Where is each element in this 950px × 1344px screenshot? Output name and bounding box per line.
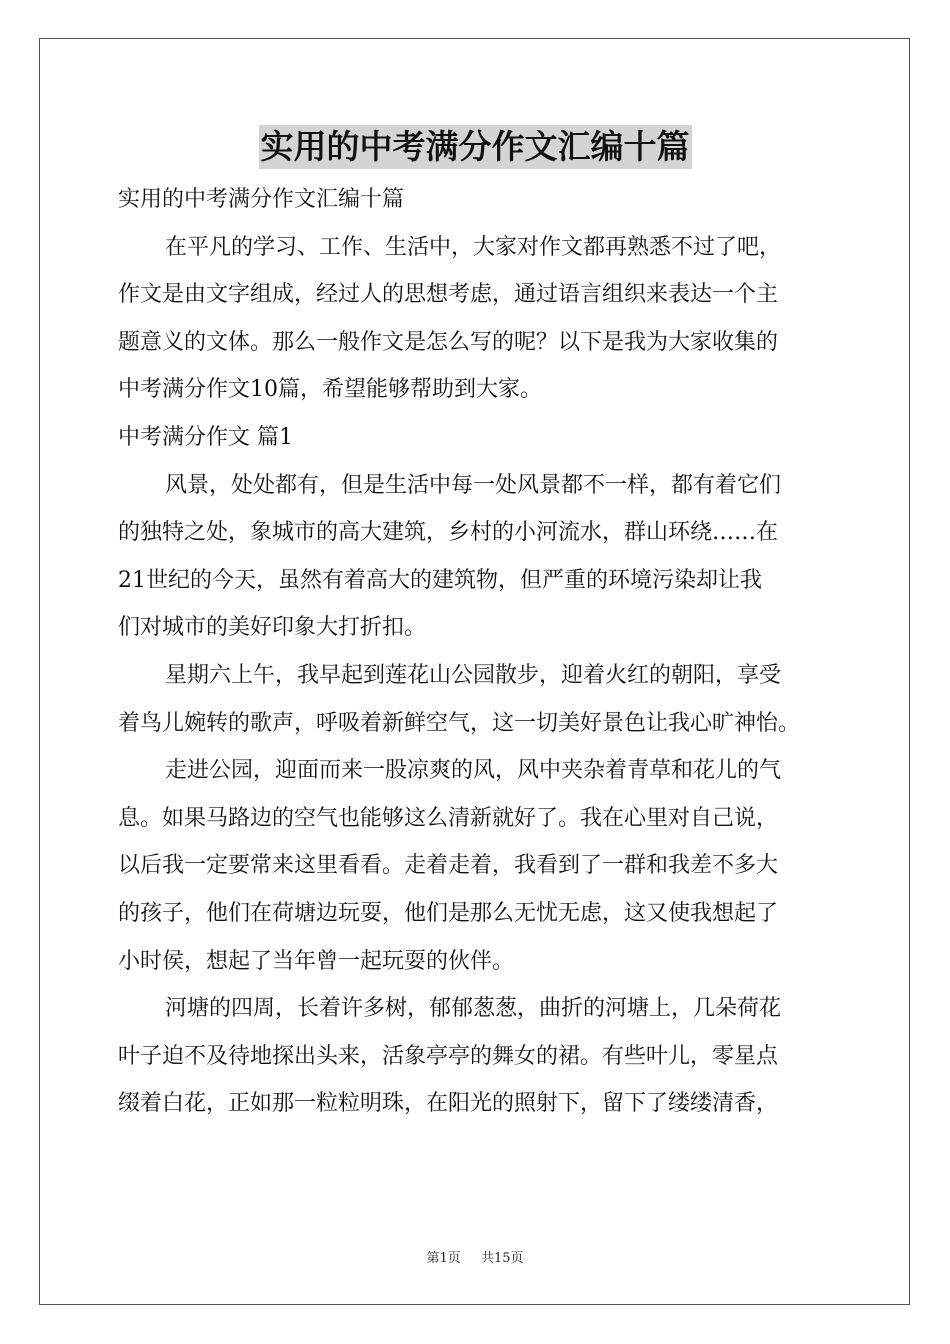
title-container [0, 125, 950, 169]
document-title: 实用的中考满分作文汇编十篇 [259, 125, 692, 169]
text-line: 21世纪的今天，虽然有着高大的建筑物，但严重的环境污染却让我 [118, 567, 762, 593]
text-line: 星期六上午，我早起到莲花山公园散步，迎着火红的朝阳，享受 [165, 662, 782, 688]
text-line: 们对城市的美好印象大打折扣。 [118, 615, 427, 641]
document-body [118, 176, 848, 1128]
page-footer [0, 1247, 950, 1266]
text-line: 着鸟儿婉转的歌声，呼吸着新鲜空气，这一切美好景色让我心旷神怡。 [118, 710, 801, 736]
text-line: 题意义的文体。那么一般作文是怎么写的呢？以下是我为大家收集的 [118, 329, 779, 355]
text-line: 中考满分作文10篇，希望能够帮助到大家。 [118, 377, 542, 403]
text-line: 在平凡的学习、工作、生活中，大家对作文都再熟悉不过了吧， [165, 234, 782, 260]
text-line: 小时侯，想起了当年曾一起玩耍的伙伴。 [118, 948, 515, 974]
text-line: 息。如果马路边的空气也能够这么清新就好了。我在心里对自己说， [118, 805, 779, 831]
text-line: 走进公园，迎面而来一股凉爽的风，风中夹杂着青草和花儿的气 [165, 758, 782, 784]
text-line: 的独特之处，象城市的高大建筑，乡村的小河流水，群山环绕……在 [118, 520, 779, 546]
text-line: 以后我一定要常来这里看看。走着走着，我看到了一群和我差不多大 [118, 853, 779, 879]
text-line: 的孩子，他们在荷塘边玩耍，他们是那么无忧无虑，这又使我想起了 [118, 900, 779, 926]
page-total: 共15页 [480, 1251, 524, 1266]
subtitle-line: 实用的中考满分作文汇编十篇 [118, 187, 405, 212]
text-line: 叶子迫不及待地探出头来，活象亭亭的舞女的裙。有些叶儿，零星点 [118, 1043, 779, 1069]
text-line: 中考满分作文 篇1 [118, 424, 293, 450]
text-line: 河塘的四周，长着许多树，郁郁葱葱，曲折的河塘上，几朵荷花 [165, 996, 782, 1022]
text-line: 作文是由文字组成，经过人的思想考虑，通过语言组织来表达一个主 [118, 282, 779, 308]
page-number: 第1页 [426, 1251, 461, 1266]
text-line: 风景，处处都有，但是生活中每一处风景都不一样，都有着它们 [165, 472, 782, 498]
text-line: 缀着白花，正如那一粒粒明珠，在阳光的照射下，留下了缕缕清香， [118, 1091, 779, 1117]
